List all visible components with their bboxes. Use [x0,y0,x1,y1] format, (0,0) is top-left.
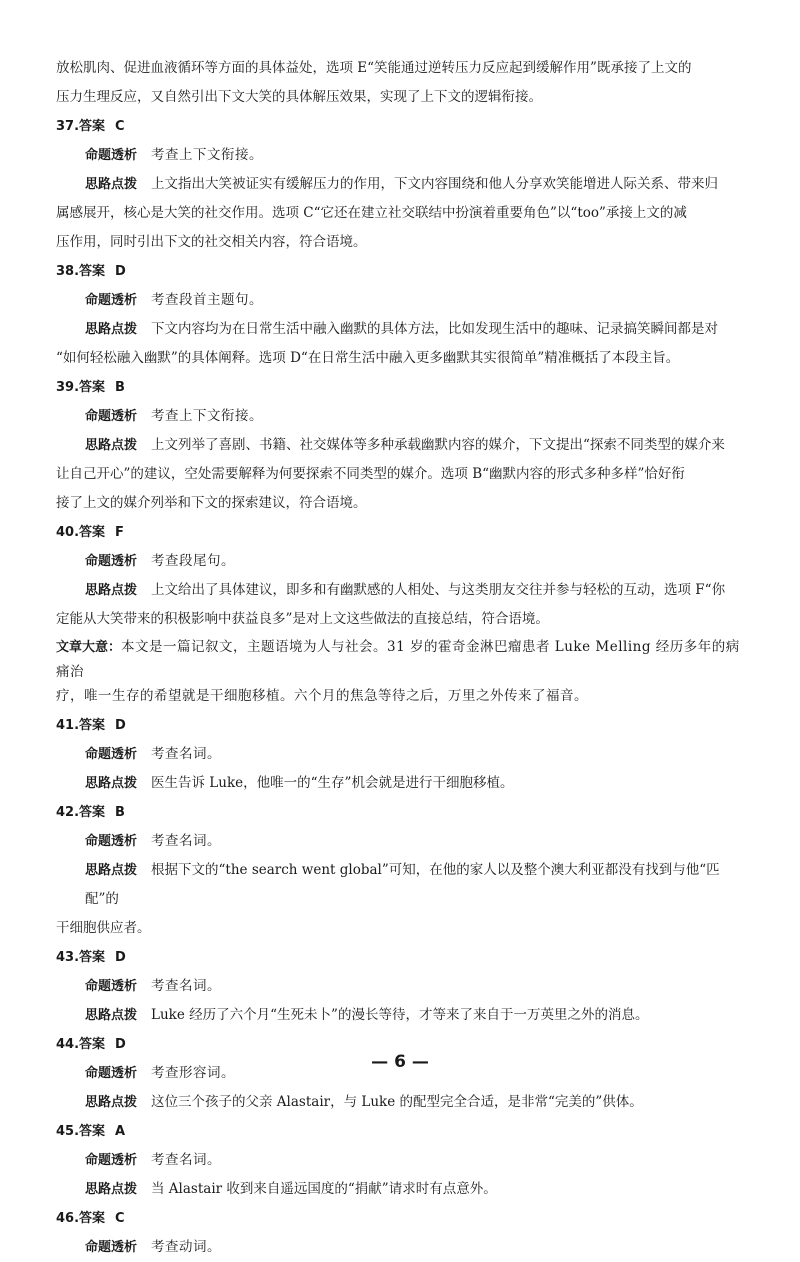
hint-text: 上文指出大笑被证实有缓解压力的作用，下文内容围绕和他人分享欢笑能增进人际关系、带来归 [151,176,719,192]
hint-text: 压作用，同时引出下文的社交相关内容，符合语境。 [56,234,367,250]
summary-line-2: 疗，唯一生存的希望就是干细胞移植。六个月的焦急等待之后，万里之外传来了福音。 [56,688,588,704]
design-text: 考查上下文衔接。 [151,147,264,163]
question-number: 38. [56,264,80,279]
hint-row [56,769,744,798]
answer-value: D [115,1037,126,1052]
hint-text: 属感展开，核心是大笑的社交作用。选项 C“它还在建立社交联结中扮演着重要角色”以“too”承接上文的减 [56,205,687,221]
design-text: 考查名词。 [151,746,222,762]
question-number: 39. [56,380,80,395]
design-label: 命题透析 [85,747,138,762]
hint-row [56,1175,744,1204]
hint-text: 根据下文的“the search went global”可知，在他的家人以及整个澳大利亚都没有找到与他“匹配”的 [85,862,720,907]
hint-text: 接了上文的媒介列举和下文的探索建议，符合语境。 [56,495,367,511]
answer-list-b [56,711,744,1262]
design-row [56,1233,744,1262]
question-number: 42. [56,805,80,820]
hint-continuation [56,914,744,943]
hint-label: 思路点拨 [85,1008,138,1023]
hint-row [56,856,744,914]
design-row [56,827,744,856]
hint-continuation [56,344,744,373]
question-number: 46. [56,1211,80,1226]
design-label: 命题透析 [85,554,138,569]
hint-row [56,1088,744,1117]
hint-text: 干细胞供应者。 [56,920,151,936]
answer-heading [56,943,744,972]
question-number: 40. [56,525,80,540]
design-text: 考查名词。 [151,978,222,994]
design-label: 命题透析 [85,1240,138,1255]
answer-label: 答案 [79,1037,106,1052]
design-row [56,1146,744,1175]
hint-label: 思路点拨 [85,863,138,878]
hint-label: 思路点拨 [85,322,138,337]
answer-label: 答案 [79,805,106,820]
answer-label: 答案 [79,1124,106,1139]
hint-continuation [56,605,744,634]
summary-label: 文章大意： [56,640,122,655]
question-number: 45. [56,1124,80,1139]
hint-row [56,431,744,460]
answer-label: 答案 [79,950,106,965]
answer-value: C [115,119,125,134]
answer-label: 答案 [79,525,106,540]
design-label: 命题透析 [85,1066,138,1081]
answer-value: D [115,264,126,279]
design-label: 命题透析 [85,834,138,849]
hint-text: Luke 经历了六个月“生死未卜”的漫长等待，才等来了来自于一万英里之外的消息。 [151,1007,649,1023]
design-text: 考查段尾句。 [151,553,236,569]
hint-text: 下文内容均为在日常生活中融入幽默的具体方法，比如发现生活中的趣味、记录搞笑瞬间都是对 [151,321,719,337]
answer-label: 答案 [79,1211,106,1226]
answer-heading [56,518,744,547]
design-text: 考查名词。 [151,1152,222,1168]
summary-line-1: 本文是一篇记叙文，主题语境为人与社会。31 岁的霍奇金淋巴瘤患者 Luke Melling 经历多年的病痛治 [56,639,740,680]
document-page [56,54,744,1262]
hint-label: 思路点拨 [85,776,138,791]
hint-text: 让自己开心”的建议，空处需要解释为何要探索不同类型的媒介。选项 B“幽默内容的形式多种多样”恰好衔 [56,466,685,482]
hint-continuation [56,460,744,489]
design-row [56,402,744,431]
design-row [56,740,744,769]
design-row [56,286,744,315]
hint-label: 思路点拨 [85,583,138,598]
answer-label: 答案 [79,718,106,733]
answer-list-a [56,112,744,634]
answer-label: 答案 [79,380,106,395]
hint-row [56,170,744,199]
answer-value: C [115,1211,125,1226]
hint-label: 思路点拨 [85,177,138,192]
hint-text: 医生告诉 Luke，他唯一的“生存”机会就是进行干细胞移植。 [151,775,514,791]
answer-label: 答案 [79,119,106,134]
hint-continuation [56,489,744,518]
design-label: 命题透析 [85,979,138,994]
answer-heading [56,798,744,827]
design-label: 命题透析 [85,409,138,424]
hint-continuation [56,228,744,257]
answer-value: A [115,1124,126,1139]
design-label: 命题透析 [85,293,138,308]
design-row [56,972,744,1001]
hint-text: 上文列举了喜剧、书籍、社交媒体等多种承载幽默内容的媒介，下文提出“探索不同类型的媒介来 [151,437,725,453]
answer-value: B [115,380,125,395]
page-number: — 6 — [371,1052,429,1072]
question-number: 43. [56,950,80,965]
hint-label: 思路点拨 [85,1182,138,1197]
hint-text: 上文给出了具体建议，即多和有幽默感的人相处、与这类朋友交往并参与轻松的互动，选项 F“你 [151,582,726,598]
answer-heading [56,257,744,286]
design-text: 考查段首主题句。 [151,292,264,308]
design-label: 命题透析 [85,1153,138,1168]
hint-row [56,1001,744,1030]
question-number: 41. [56,718,80,733]
answer-heading [56,711,744,740]
answer-heading [56,1204,744,1233]
hint-text: “如何轻松融入幽默”的具体阐释。选项 D“在日常生活中融入更多幽默其实很简单”精准概括了本段主旨。 [56,350,680,366]
hint-row [56,315,744,344]
answer-value: D [115,718,126,733]
answer-value: F [115,525,124,540]
answer-value: D [115,950,126,965]
answer-heading [56,373,744,402]
hint-label: 思路点拨 [85,438,138,453]
design-row [56,141,744,170]
hint-text: 当 Alastair 收到来自遥远国度的“捐献”请求时有点意外。 [151,1181,497,1197]
article-summary [56,635,744,684]
answer-label: 答案 [79,264,106,279]
intro-line-1: 放松肌肉、促进血液循环等方面的具体益处，选项 E“笑能通过逆转压力反应起到缓解作用”既承接了上文的 [56,60,692,76]
hint-label: 思路点拨 [85,1095,138,1110]
answer-value: B [115,805,125,820]
design-text: 考查上下文衔接。 [151,408,264,424]
hint-text: 定能从大笑带来的积极影响中获益良多”是对上文这些做法的直接总结，符合语境。 [56,611,549,627]
question-number: 37. [56,119,80,134]
design-text: 考查动词。 [151,1239,222,1255]
answer-heading [56,112,744,141]
design-text: 考查名词。 [151,833,222,849]
hint-row [56,576,744,605]
design-row [56,547,744,576]
design-text: 考查形容词。 [151,1065,236,1081]
hint-text: 这位三个孩子的父亲 Alastair，与 Luke 的配型完全合适，是非常“完美的”供体。 [151,1094,643,1110]
design-label: 命题透析 [85,148,138,163]
intro-line-2: 压力生理反应，又自然引出下文大笑的具体解压效果，实现了上下文的逻辑衔接。 [56,89,542,105]
hint-continuation [56,199,744,228]
question-number: 44. [56,1037,80,1052]
